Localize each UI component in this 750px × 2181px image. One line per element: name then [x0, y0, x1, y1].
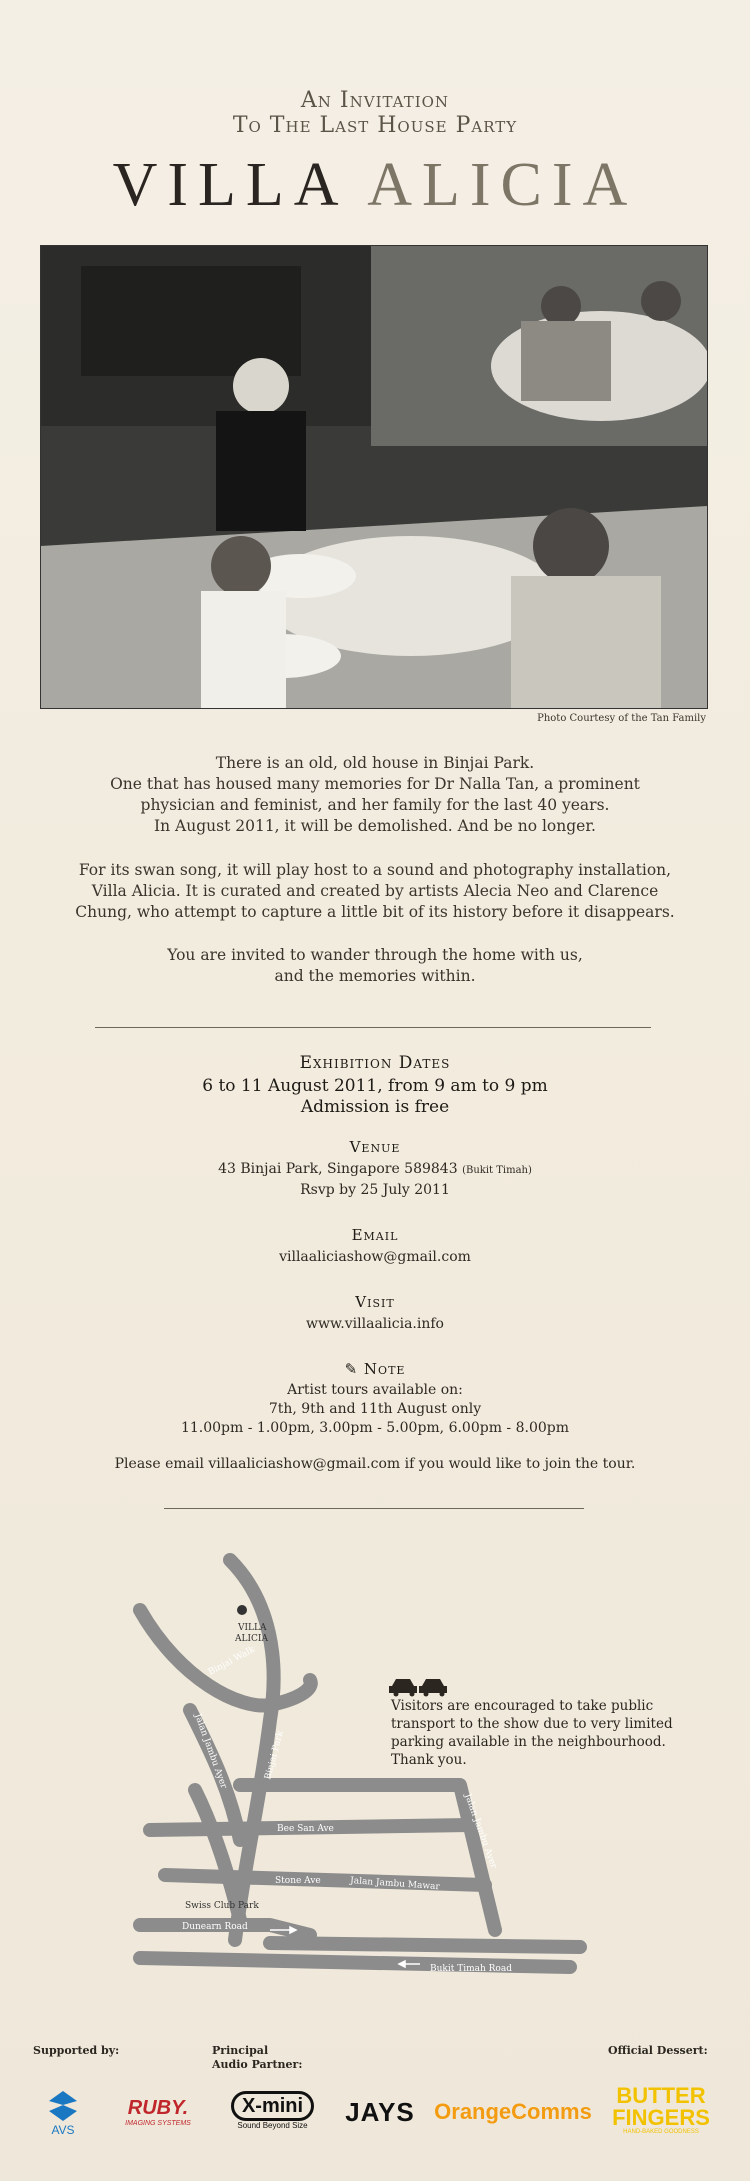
- email-heading: Email: [351, 1226, 399, 1244]
- exhibition-dates: 6 to 11 August 2011, from 9 am to 9 pm: [202, 1076, 548, 1096]
- xmini-logo: [220, 2088, 325, 2132]
- exhibition-heading: Exhibition Dates: [299, 1053, 451, 1073]
- intro-line: and the memories within.: [274, 967, 476, 985]
- villa-label-2: ALICIA: [235, 1634, 268, 1644]
- note-line-2: 7th, 9th and 11th August only: [268, 1401, 482, 1417]
- note-line-3: 11.00pm - 1.00pm, 3.00pm - 5.00pm, 6.00pm - 8.00pm: [180, 1420, 570, 1436]
- note-line-1: Artist tours available on:: [287, 1382, 463, 1398]
- intro-line: You are invited to wander through the home with us,: [167, 946, 583, 964]
- villa-label-1: VILLA: [238, 1623, 267, 1633]
- orangecomms-text: OrangeComms: [434, 2099, 592, 2124]
- intro-paragraph-3: [60, 945, 690, 987]
- car-icon: [419, 1679, 447, 1693]
- road-label-jalan-jambu-ayer-1: Jalan Jambu Ayer: [192, 1712, 229, 1790]
- road-label-bee-san-ave: Bee San Ave: [277, 1824, 334, 1834]
- page-title: [0, 150, 750, 221]
- supported-by-label: Supported by:: [33, 2044, 120, 2057]
- vintage-party-photo: [40, 245, 708, 709]
- car-icon: [389, 1679, 417, 1693]
- road-label-jalan-jambu-ayer-2: Jalan Jambu Ayer: [462, 1792, 499, 1870]
- swiss-club-park-label: Swiss Club Park: [185, 1901, 259, 1911]
- intro-paragraph-1: [60, 753, 690, 837]
- intro-paragraph-2: [60, 860, 690, 923]
- intro-line: physician and feminist, and her family for the last 40 years.: [140, 796, 610, 814]
- intro-line: Chung, who attempt to capture a little bit of its history before it disappears.: [75, 903, 675, 921]
- title-alicia: ALICIA: [367, 151, 638, 219]
- email-address-link[interactable]: villaaliciashow@gmail.com: [279, 1249, 471, 1265]
- location-map: [120, 1540, 600, 2010]
- car-icons: [389, 1679, 447, 1697]
- audio-partner-label-1: Principal: [212, 2044, 269, 2057]
- jays-text: JAYS: [345, 2096, 415, 2127]
- rsvp-text: Rsvp by 25 July 2011: [300, 1182, 450, 1198]
- orangecomms-logo: [434, 2094, 592, 2130]
- road-bukit-timah-2: [270, 1943, 580, 1947]
- ruby-subtext: IMAGING SYSTEMS: [125, 2120, 191, 2127]
- visit-heading: Visit: [355, 1293, 395, 1311]
- venue-area: (Bukit Timah): [462, 1165, 532, 1176]
- transport-notice: Visitors are encouraged to take public transport to the show due to very limited parking available in the neighbourhood. Thank you.: [391, 1698, 673, 1768]
- divider: [164, 1508, 584, 1509]
- website-link[interactable]: www.villaalicia.info: [306, 1316, 444, 1332]
- xmini-text: X-mini: [231, 2091, 314, 2121]
- audio-partner-label-2: Audio Partner:: [212, 2058, 303, 2071]
- jays-logo: [340, 2092, 420, 2132]
- note-line-4: Please email villaaliciashow@gmail.com if you would like to join the tour.: [114, 1456, 636, 1472]
- venue-heading: Venue: [349, 1138, 401, 1156]
- ruby-text: RUBY.: [127, 2097, 189, 2119]
- road-upper-connector: [240, 1785, 495, 1930]
- intro-line: For its swan song, it will play host to a sound and photography installation,: [78, 861, 672, 879]
- road-binjai-walk: [140, 1610, 311, 1706]
- admission-text: Admission is free: [300, 1097, 450, 1117]
- avs-mark-icon: [45, 2089, 81, 2123]
- avs-logo: [38, 2085, 88, 2140]
- venue-street: 43 Binjai Park, Singapore 589843: [218, 1161, 458, 1177]
- villa-marker: [237, 1605, 247, 1615]
- ruby-logo: [118, 2090, 198, 2134]
- avs-text: AVS: [51, 2122, 75, 2137]
- note-heading-row: [0, 1360, 750, 1378]
- butter-text: BUTTER: [616, 2083, 706, 2108]
- invitation-line-2: To The Last House Party: [232, 113, 518, 138]
- road-label-jalan-jambu-mawar: Jalan Jambu Mawar: [349, 1876, 441, 1893]
- photo-credit: Photo Courtesy of the Tan Family: [537, 713, 706, 724]
- road-label-bukit-timah-road: Bukit Timah Road: [430, 1964, 512, 1974]
- butter-fingers-logo: [606, 2080, 716, 2140]
- photo-illustration: [41, 246, 707, 708]
- venue-address: [0, 1161, 750, 1177]
- intro-line: Villa Alicia. It is curated and created by artists Alecia Neo and Clarence: [91, 882, 659, 900]
- road-label-stone-ave: Stone Ave: [275, 1876, 321, 1886]
- intro-line: There is an old, old house in Binjai Park.: [215, 754, 535, 772]
- note-heading: Note: [363, 1360, 406, 1378]
- road-label-dunearn-road: Dunearn Road: [182, 1922, 248, 1932]
- divider: [95, 1027, 651, 1028]
- road-label-binjai-walk: Binjai Walk: [206, 1644, 257, 1678]
- road-label-binjai-park: Binjai Park: [263, 1729, 286, 1781]
- title-villa: VILLA: [112, 151, 346, 219]
- pencil-icon: ✎: [344, 1360, 359, 1378]
- invitation-line-1: An Invitation: [300, 88, 450, 113]
- xmini-subtext: Sound Beyond Size: [237, 2120, 308, 2130]
- fingers-text: FINGERS: [612, 2105, 710, 2130]
- intro-line: One that has housed many memories for Dr Nalla Tan, a prominent: [110, 775, 640, 793]
- official-dessert-label: Official Dessert:: [608, 2044, 708, 2057]
- butter-subtext: HAND-BAKED GOODNESS: [623, 2129, 699, 2135]
- intro-line: In August 2011, it will be demolished. And be no longer.: [154, 817, 596, 835]
